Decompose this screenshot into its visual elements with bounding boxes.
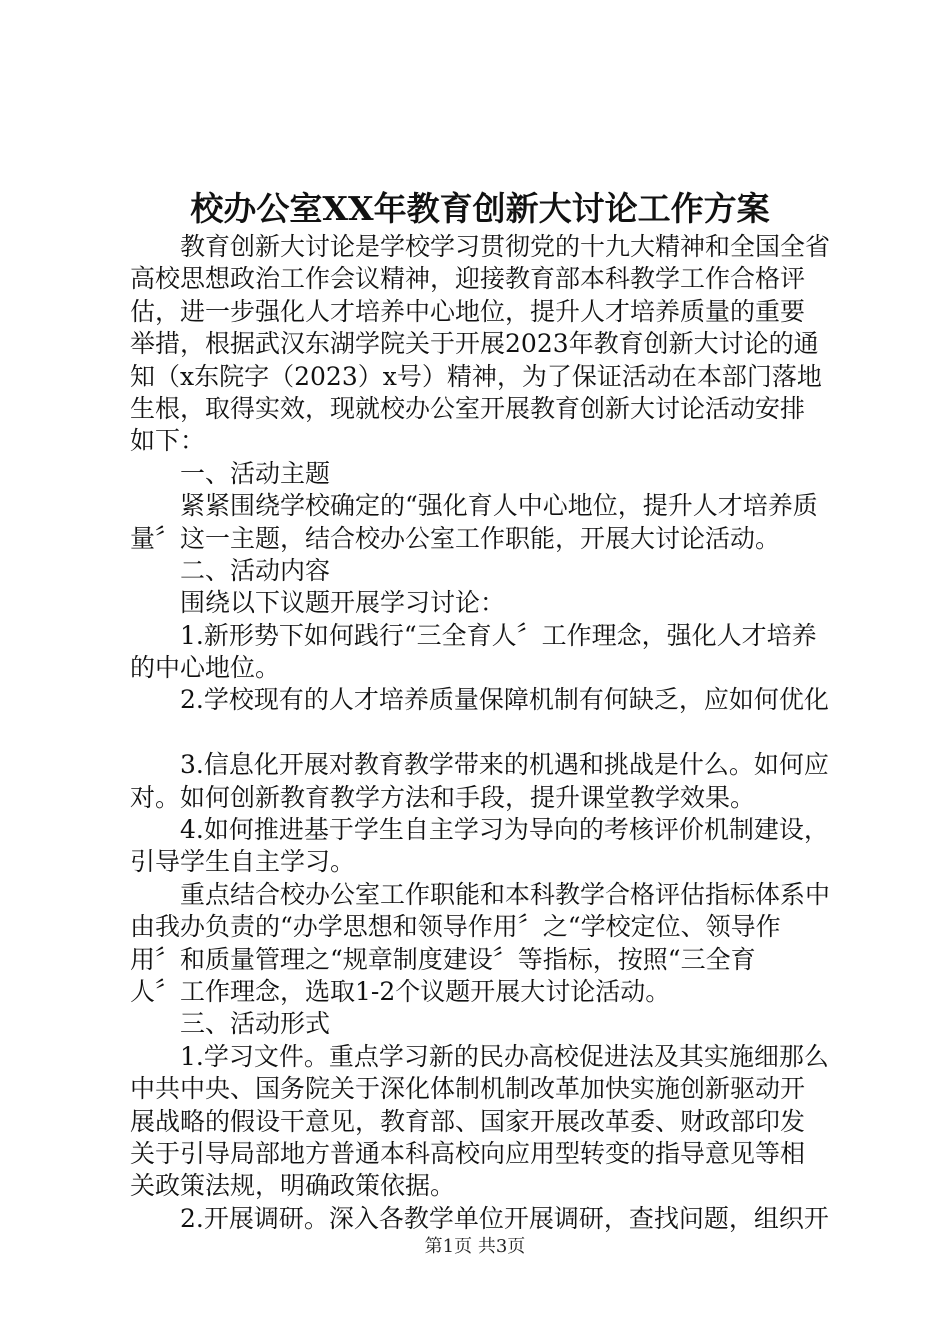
paragraph-line: 高校思想政治工作会议精神，迎接教育部本科教学工作合格评 bbox=[130, 264, 806, 294]
document-title: 校办公室XX年教育创新大讨论工作方案 bbox=[190, 189, 770, 228]
document-body bbox=[130, 231, 835, 1235]
paragraph-line: 紧紧围绕学校确定的“强化育人中心地位，提升人才培养质 bbox=[180, 491, 818, 521]
blank-line bbox=[130, 717, 835, 749]
paragraph-line: 估，进一步强化人才培养中心地位，提升人才培养质量的重要 bbox=[130, 296, 806, 326]
list-item-line: 1.新形势下如何践行“三全育人〞工作理念，强化人才培养 bbox=[180, 620, 817, 650]
paragraph-line: 如下： bbox=[130, 426, 206, 456]
paragraph-line: 教育创新大讨论是学校学习贯彻党的十九大精神和全国全省 bbox=[180, 232, 831, 261]
paragraph-line: 生根，取得实效，现就校办公室开展教育创新大讨论活动安排 bbox=[130, 393, 806, 423]
list-item-line: 展战略的假设干意见，教育部、国家开展改革委、财政部印发 bbox=[130, 1106, 806, 1136]
list-item-line: 中共中央、国务院关于深化体制机制改革加快实施创新驱动开 bbox=[130, 1074, 806, 1104]
paragraph-line: 知（x东院字（2023）x号）精神，为了保证活动在本部门落地 bbox=[130, 361, 822, 391]
list-item-line: 1.学习文件。重点学习新的民办高校促进法及其实施细那么 bbox=[180, 1041, 829, 1071]
section-heading: 三、活动形式 bbox=[180, 1009, 331, 1039]
paragraph-line: 由我办负责的“办学思想和领导作用〞之“学校定位、领导作 bbox=[130, 912, 781, 942]
paragraph-line: 重点结合校办公室工作职能和本科教学合格评估指标体系中 bbox=[180, 879, 831, 909]
list-item-line: 2.开展调研。深入各教学单位开展调研，查找问题，组织开 bbox=[180, 1203, 829, 1233]
section-heading: 一、活动主题 bbox=[180, 458, 331, 488]
paragraph-line: 用〞和质量管理之“规章制度建设〞等指标，按照“三全育 bbox=[130, 944, 756, 974]
section-heading: 二、活动内容 bbox=[180, 555, 331, 585]
list-item-line: 4.如何推进基于学生自主学习为导向的考核评价机制建设， bbox=[180, 815, 829, 845]
paragraph-line: 量〞这一主题，结合校办公室工作职能，开展大讨论活动。 bbox=[130, 523, 781, 553]
list-item-line: 关政策法规，明确政策依据。 bbox=[130, 1171, 456, 1201]
paragraph-line: 人〞工作理念，选取1-2个议题开展大讨论活动。 bbox=[130, 976, 671, 1006]
paragraph-line: 围绕以下议题开展学习讨论： bbox=[180, 588, 506, 618]
paragraph-line: 举措，根据武汉东湖学院关于开展2023年教育创新大讨论的通 bbox=[130, 329, 819, 359]
list-item-line: 对。如何创新教育教学方法和手段，提升课堂教学效果。 bbox=[130, 782, 756, 812]
list-item-line: 关于引导局部地方普通本科高校向应用型转变的指导意见等相 bbox=[130, 1138, 806, 1168]
list-item-line: 引导学生自主学习。 bbox=[130, 847, 356, 877]
list-item-line: 2.学校现有的人才培养质量保障机制有何缺乏，应如何优化 bbox=[180, 685, 829, 715]
list-item-line: 的中心地位。 bbox=[130, 653, 281, 683]
list-item-line: 3.信息化开展对教育教学带来的机遇和挑战是什么。如何应 bbox=[180, 750, 829, 780]
page-number-footer: 第1页 共3页 bbox=[424, 1236, 526, 1257]
